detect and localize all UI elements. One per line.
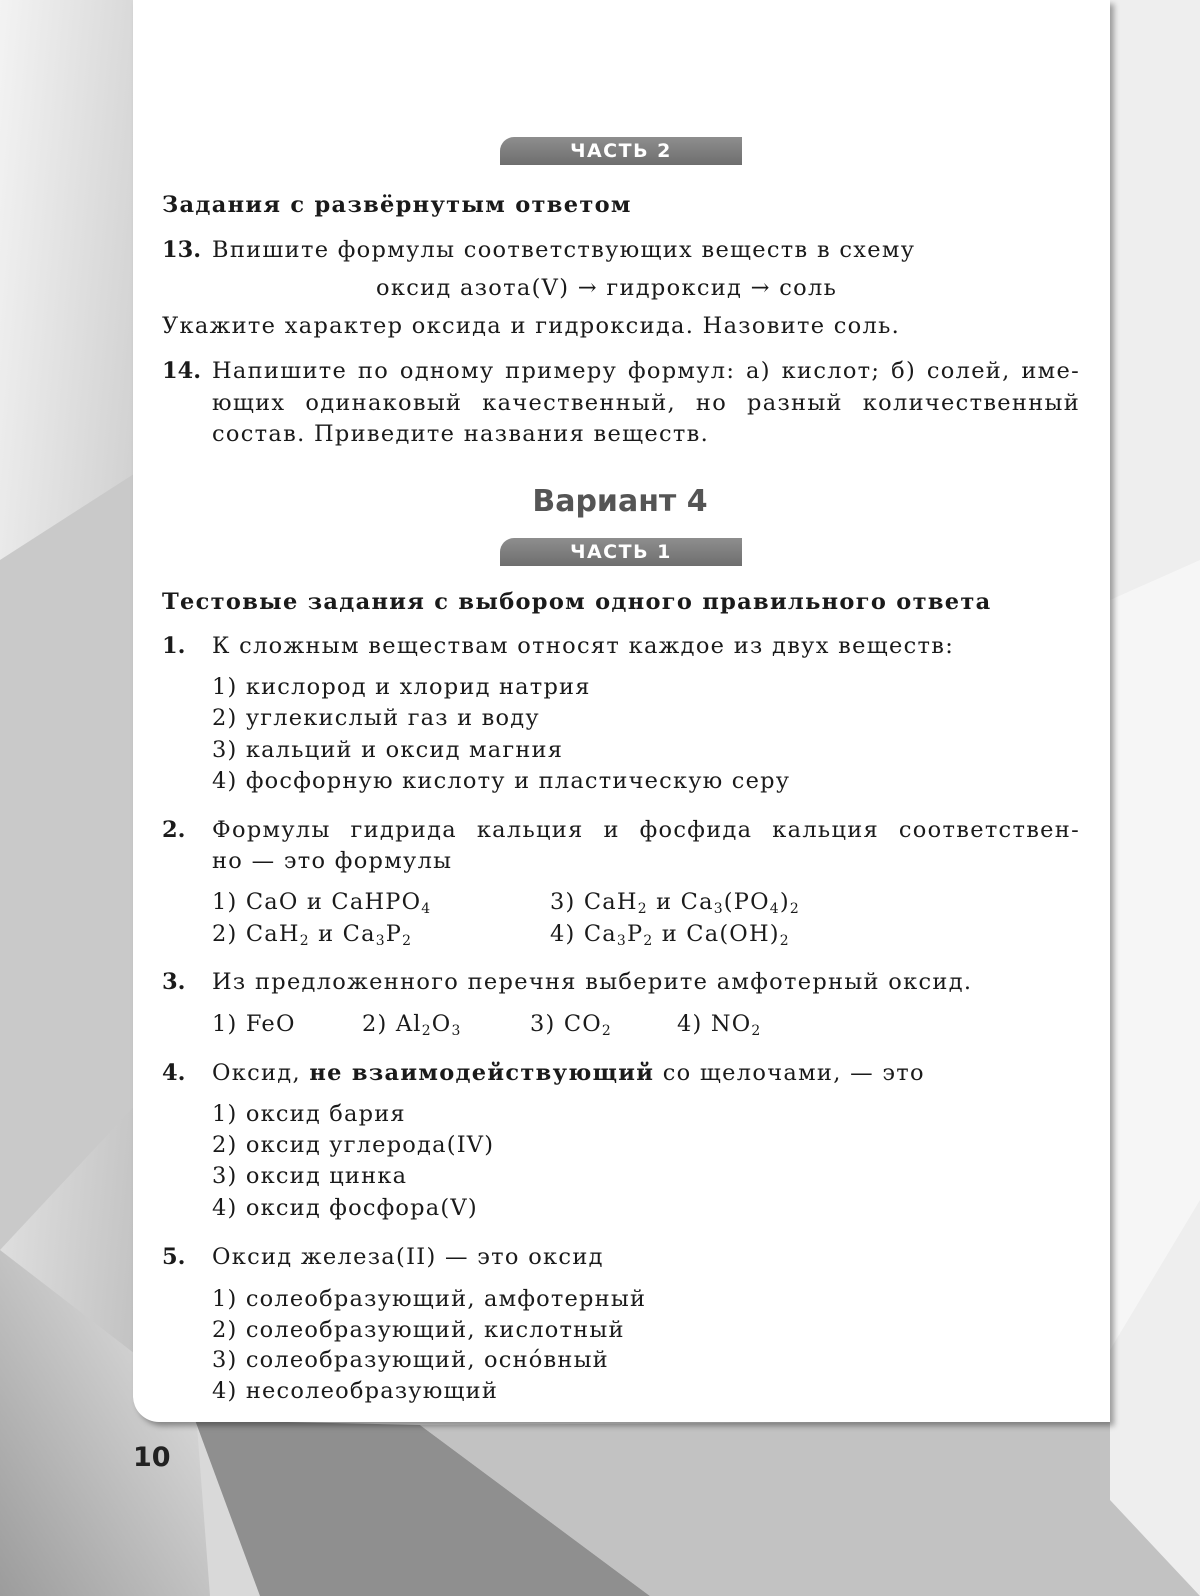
question-5-option: 1) солеобразующий, амфотерный [212,1286,647,1312]
question-5-number: 5. [162,1244,186,1270]
question-4-option: 3) оксид цинка [212,1163,408,1189]
variant-title: Вариант 4 [532,484,708,519]
question-2-option-3: 3) CaH$_2$ и $Ca_3(PO_4)_2$ [550,889,800,917]
question-4-option: 1) оксид бария [212,1101,406,1127]
question-3-text: Из предложенного перечня выберите амфотерный оксид. [212,969,973,995]
question-2-option-4: 4) $Ca_3P_2$ и $Ca(OH)_2$ [550,921,790,949]
question-4-option: 4) оксид фосфора(V) [212,1195,478,1221]
question-5-option: 2) солеобразующий, кислотный [212,1317,625,1343]
question-3-option-1: 1) FeO [212,1011,296,1037]
question-1-option: 2) углекислый газ и воду [212,705,540,731]
question-3-option-2: 2) $Al_2O_3$ [362,1011,462,1039]
question-1-option: 3) кальций и оксид магния [212,737,564,763]
question-1-number: 1. [162,633,186,659]
question-13-text: Впишите формулы соответствующих веществ в схему [212,237,916,263]
question-2-option-1: 1) CaO и CaHPO$_4$ [212,889,432,917]
question-1-option: 4) фосфорную кислоту и пластическую серу [212,768,791,794]
question-3-option-4: 4) $NO_2$ [677,1011,762,1039]
question-4-number: 4. [162,1060,186,1086]
question-13-scheme: оксид азота(V) → гидроксид → соль [376,275,838,301]
question-14-line-3: состав. Приведите названия веществ. [212,421,710,447]
question-1-option: 1) кислород и хлорид натрия [212,674,591,700]
question-5-option: 3) солеобразующий, осно́вный [212,1347,609,1373]
section-heading-test: Тестовые задания с выбором одного правильного ответа [162,589,992,615]
question-5-text: Оксид железа(II) — это оксид [212,1244,604,1270]
part-1-banner: ЧАСТЬ 1 [500,538,742,566]
question-13-note: Укажите характер оксида и гидроксида. Назовите соль. [162,313,901,339]
page-number: 10 [133,1442,171,1473]
question-13-number: 13. [162,237,202,263]
question-4-option: 2) оксид углерода(IV) [212,1132,495,1158]
question-2-line-1: Формулы гидрида кальция и фосфида кальция соответствен- [212,817,1080,843]
question-14-line-1: Напишите по одному примеру формул: а) кислот; б) солей, име- [212,358,1080,384]
question-2-line-2: но — это формулы [212,848,453,874]
question-14-number: 14. [162,358,202,384]
question-5-option: 4) несолеобразующий [212,1378,499,1404]
question-1-text: К сложным веществам относят каждое из двух веществ: [212,633,955,659]
question-3-number: 3. [162,969,186,995]
question-2-number: 2. [162,817,186,843]
question-2-option-2: 2) CaH$_2$ и $Ca_3P_2$ [212,921,413,949]
question-3-option-3: 3) $CO_2$ [530,1011,612,1039]
part-2-banner: ЧАСТЬ 2 [500,137,742,165]
question-14-line-2: ющих одинаковый качественный, но разный количественный [212,390,1080,416]
section-heading-extended: Задания с развёрнутым ответом [162,192,632,218]
question-4-text: Оксид, не взаимодействующий со щелочами, — это [212,1060,925,1086]
